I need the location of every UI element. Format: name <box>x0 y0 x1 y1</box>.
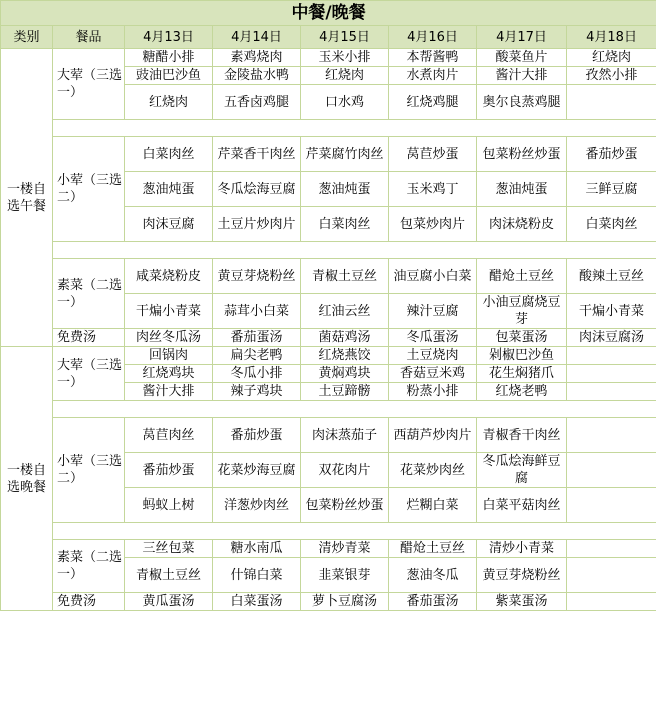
dish-cell: 干煸小青菜 <box>567 294 656 329</box>
dish-cell: 酸菜鱼片 <box>477 49 567 67</box>
soup-cell: 黄瓜蛋汤 <box>125 593 213 611</box>
spacer-cell <box>53 242 656 259</box>
spacer-cell <box>53 523 656 540</box>
dish-cell: 香菇豆米鸡 <box>389 365 477 383</box>
dish-cell: 玉米小排 <box>301 49 389 67</box>
dish-cell: 清炒青菜 <box>301 540 389 558</box>
dish-cell: 白菜肉丝 <box>567 207 656 242</box>
spacer-row <box>1 120 656 137</box>
dish-cell: 黄豆芽烧粉丝 <box>477 558 567 593</box>
menu-row <box>1 49 656 67</box>
dish-cell: 辣子鸡块 <box>213 383 301 401</box>
soup-label: 免费汤 <box>53 593 125 611</box>
soup-cell: 白菜蛋汤 <box>213 593 301 611</box>
dish-cell: 黄焖鸡块 <box>301 365 389 383</box>
soup-row <box>1 329 656 347</box>
dish-cell: 红油云丝 <box>301 294 389 329</box>
dish-cell: 小油豆腐烧豆芽 <box>477 294 567 329</box>
menu-row <box>1 259 656 294</box>
dish-cell: 番茄炒蛋 <box>125 453 213 488</box>
dish-cell: 酱汁大排 <box>125 383 213 401</box>
soup-cell: 菌菇鸡汤 <box>301 329 389 347</box>
header-row <box>1 26 656 49</box>
soup-cell: 紫菜蛋汤 <box>477 593 567 611</box>
menu-row <box>1 347 656 365</box>
dish-cell: 土豆烧肉 <box>389 347 477 365</box>
dish-cell: 清炒小青菜 <box>477 540 567 558</box>
dish-cell: 口水鸡 <box>301 85 389 120</box>
dish-cell: 什锦白菜 <box>213 558 301 593</box>
dish-cell: 肉沫烧粉皮 <box>477 207 567 242</box>
empty-cell <box>567 453 656 488</box>
dish-cell: 醋炝土豆丝 <box>477 259 567 294</box>
dish-cell: 醋炝土豆丝 <box>389 540 477 558</box>
soup-cell: 萝卜豆腐汤 <box>301 593 389 611</box>
dish-cell: 番茄炒蛋 <box>213 418 301 453</box>
dish-cell: 青椒土豆丝 <box>125 558 213 593</box>
header-date: 4月15日 <box>301 26 389 49</box>
dish-cell: 蒜茸小白菜 <box>213 294 301 329</box>
dish-cell: 糖水南瓜 <box>213 540 301 558</box>
dish-cell: 西葫芦炒肉片 <box>389 418 477 453</box>
dish-cell: 花菜炒肉丝 <box>389 453 477 488</box>
dish-cell: 莴苣肉丝 <box>125 418 213 453</box>
dish-cell: 回锅肉 <box>125 347 213 365</box>
dish-cell: 花菜炒海豆腐 <box>213 453 301 488</box>
empty-cell <box>567 540 656 558</box>
dish-cell: 肉沫蒸茄子 <box>301 418 389 453</box>
dish-cell: 葱油冬瓜 <box>389 558 477 593</box>
dish-cell: 白菜肉丝 <box>125 137 213 172</box>
dish-cell: 包菜粉丝炒蛋 <box>477 137 567 172</box>
empty-cell <box>567 347 656 365</box>
dish-cell: 剁椒巴沙鱼 <box>477 347 567 365</box>
dish-cell: 莴苣炒蛋 <box>389 137 477 172</box>
dish-cell: 咸菜烧粉皮 <box>125 259 213 294</box>
dish-cell: 包菜粉丝炒蛋 <box>301 488 389 523</box>
menu-row <box>1 540 656 558</box>
header-category: 类别 <box>1 26 53 49</box>
dish-cell: 青椒土豆丝 <box>301 259 389 294</box>
dish-cell: 油豆腐小白菜 <box>389 259 477 294</box>
dish-cell: 花生焖猪爪 <box>477 365 567 383</box>
dish-cell: 红烧肉 <box>567 49 656 67</box>
menu-row <box>1 137 656 172</box>
dish-group-label: 大荤（三选一） <box>53 347 125 401</box>
dish-cell: 粉蒸小排 <box>389 383 477 401</box>
header-date: 4月14日 <box>213 26 301 49</box>
soup-cell: 冬瓜蛋汤 <box>389 329 477 347</box>
dish-group-label: 小荤（三选二） <box>53 137 125 242</box>
dish-cell: 红烧肉 <box>125 85 213 120</box>
dish-cell: 白菜肉丝 <box>301 207 389 242</box>
dish-cell: 红烧鸡块 <box>125 365 213 383</box>
dish-cell: 三鲜豆腐 <box>567 172 656 207</box>
dish-cell: 包菜炒肉片 <box>389 207 477 242</box>
dish-cell: 洋葱炒肉丝 <box>213 488 301 523</box>
dish-cell: 青椒香干肉丝 <box>477 418 567 453</box>
header-date: 4月13日 <box>125 26 213 49</box>
spacer-row <box>1 401 656 418</box>
dish-cell: 红烧肉 <box>301 67 389 85</box>
dish-cell: 扁尖老鸭 <box>213 347 301 365</box>
soup-cell: 肉沫豆腐汤 <box>567 329 656 347</box>
dish-cell: 烂糊白菜 <box>389 488 477 523</box>
dish-cell: 冬瓜烩海豆腐 <box>213 172 301 207</box>
dish-cell: 肉沫豆腐 <box>125 207 213 242</box>
empty-cell <box>567 418 656 453</box>
spacer-row <box>1 242 656 259</box>
dish-cell: 冬瓜小排 <box>213 365 301 383</box>
soup-cell: 肉丝冬瓜汤 <box>125 329 213 347</box>
spacer-cell <box>53 401 656 418</box>
dish-cell: 白菜平菇肉丝 <box>477 488 567 523</box>
dish-cell: 孜然小排 <box>567 67 656 85</box>
dish-cell: 奥尔良蒸鸡腿 <box>477 85 567 120</box>
header-dish: 餐品 <box>53 26 125 49</box>
spacer-row <box>1 523 656 540</box>
dish-cell: 双花肉片 <box>301 453 389 488</box>
empty-cell <box>567 383 656 401</box>
dish-cell: 干煸小青菜 <box>125 294 213 329</box>
dish-group-label: 素菜（二选一） <box>53 540 125 593</box>
empty-cell <box>567 488 656 523</box>
dish-cell: 素鸡烧肉 <box>213 49 301 67</box>
meal-category: 一楼自选晚餐 <box>1 347 53 611</box>
dish-cell: 芹菜香干肉丝 <box>213 137 301 172</box>
dish-cell: 土豆片炒肉片 <box>213 207 301 242</box>
dish-cell: 红烧老鸭 <box>477 383 567 401</box>
soup-row <box>1 593 656 611</box>
dish-cell: 芹菜腐竹肉丝 <box>301 137 389 172</box>
dish-cell: 酸辣土豆丝 <box>567 259 656 294</box>
dish-cell: 葱油炖蛋 <box>125 172 213 207</box>
soup-cell: 番茄蛋汤 <box>213 329 301 347</box>
dish-cell: 酱汁大排 <box>477 67 567 85</box>
dish-cell: 红烧鸡腿 <box>389 85 477 120</box>
header-date: 4月17日 <box>477 26 567 49</box>
menu-row <box>1 418 656 453</box>
dish-cell: 韭菜银芽 <box>301 558 389 593</box>
dish-group-label: 大荤（三选一） <box>53 49 125 120</box>
page-title: 中餐/晚餐 <box>1 1 656 26</box>
dish-cell: 金陵盐水鸭 <box>213 67 301 85</box>
empty-cell <box>567 558 656 593</box>
dish-cell: 土豆蹄髈 <box>301 383 389 401</box>
header-date: 4月16日 <box>389 26 477 49</box>
dish-cell: 葱油炖蛋 <box>301 172 389 207</box>
soup-label: 免费汤 <box>53 329 125 347</box>
dish-cell: 番茄炒蛋 <box>567 137 656 172</box>
dish-cell: 三丝包菜 <box>125 540 213 558</box>
dish-cell: 本帮酱鸭 <box>389 49 477 67</box>
dish-cell <box>567 85 656 120</box>
dish-group-label: 素菜（二选一） <box>53 259 125 329</box>
soup-cell: 番茄蛋汤 <box>389 593 477 611</box>
empty-cell <box>567 593 656 611</box>
dish-cell: 黄豆芽烧粉丝 <box>213 259 301 294</box>
spacer-cell <box>53 120 656 137</box>
meal-category: 一楼自选午餐 <box>1 49 53 347</box>
dish-cell: 葱油炖蛋 <box>477 172 567 207</box>
dish-cell: 豉油巴沙鱼 <box>125 67 213 85</box>
dish-cell: 蚂蚁上树 <box>125 488 213 523</box>
dish-cell: 冬瓜烩海鲜豆腐 <box>477 453 567 488</box>
header-date: 4月18日 <box>567 26 656 49</box>
dish-cell: 糖醋小排 <box>125 49 213 67</box>
dish-cell: 玉米鸡丁 <box>389 172 477 207</box>
empty-cell <box>567 365 656 383</box>
dish-cell: 红烧燕饺 <box>301 347 389 365</box>
dish-cell: 五香卤鸡腿 <box>213 85 301 120</box>
dish-cell: 辣汁豆腐 <box>389 294 477 329</box>
soup-cell: 包菜蛋汤 <box>477 329 567 347</box>
dish-group-label: 小荤（三选二） <box>53 418 125 523</box>
dish-cell: 水煮肉片 <box>389 67 477 85</box>
